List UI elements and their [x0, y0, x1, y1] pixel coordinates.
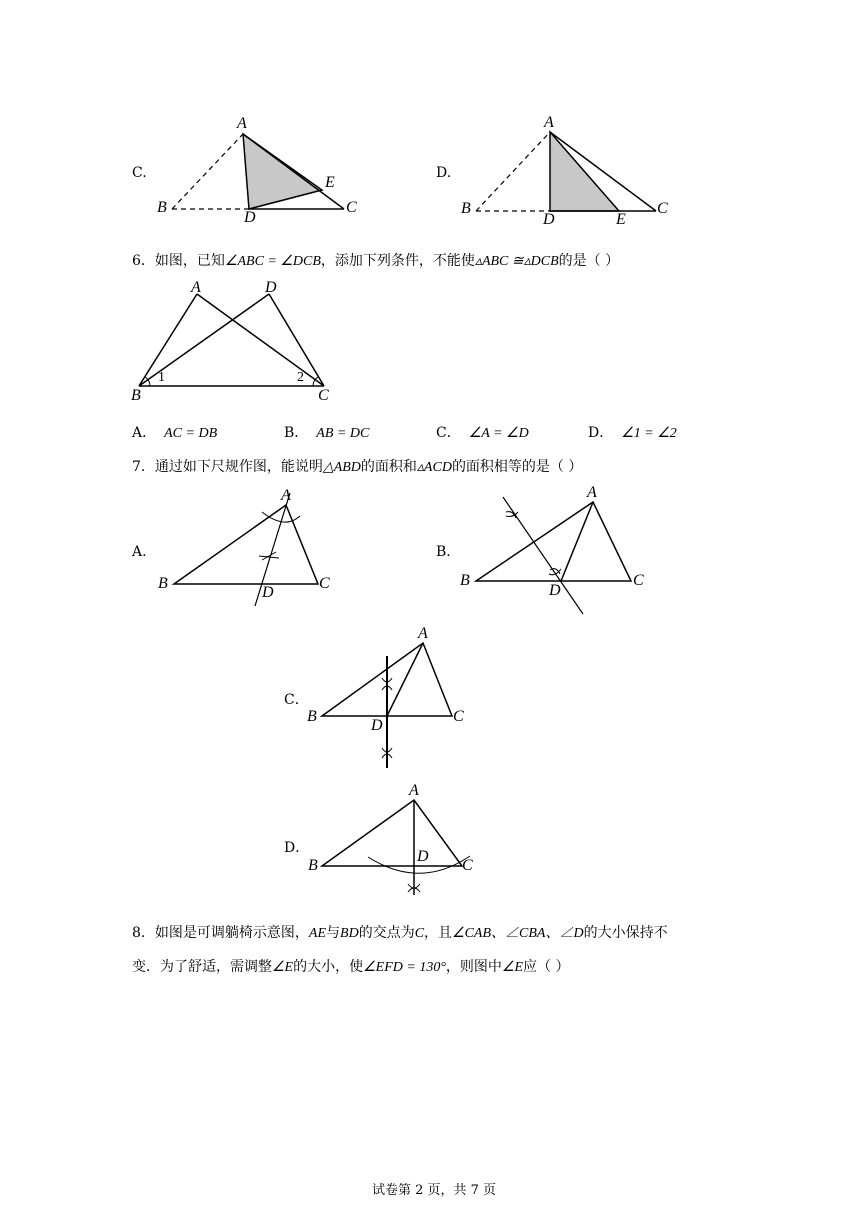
q7-triangle-acd: ▵ACD	[416, 460, 452, 475]
q8-angle-e: ∠E	[272, 960, 294, 975]
q8-text-1d: 的大小保持不	[583, 925, 668, 941]
q6-label-b: B	[131, 387, 141, 404]
q5c-label-c: C	[346, 199, 357, 216]
q5d-label-a: A	[544, 114, 554, 131]
q7d-label-c: C	[462, 857, 473, 874]
q5c-label-a: A	[237, 115, 247, 132]
q7d-label-b: B	[308, 857, 318, 874]
q8-angle-e2: ∠E	[501, 960, 524, 975]
q7c-label-c: C	[453, 708, 464, 725]
q7-option-d-label: D．	[284, 840, 310, 856]
q6-option-d-label: D．	[588, 425, 614, 441]
q7a-figure	[174, 493, 318, 606]
q7a-label-b: B	[158, 575, 168, 592]
q7b-label-a: A	[587, 484, 597, 501]
q5c-label-b: B	[157, 199, 167, 216]
q5d-label-e: E	[616, 211, 626, 228]
q6-label-d: D	[265, 279, 277, 296]
q5c-label-e: E	[325, 174, 335, 191]
q6-angle-2-label: 2	[297, 370, 304, 385]
q5d-label-c: C	[657, 200, 668, 217]
q7-option-b-label: B．	[436, 544, 461, 560]
q7-number: 7．	[132, 459, 155, 475]
q6-label-c: C	[318, 387, 329, 404]
q8-text-1a: 如图是可调躺椅示意图，	[154, 925, 309, 941]
q7a-label-a: A	[281, 487, 291, 504]
q8-angles: ∠CAB、∠CBA、∠D	[452, 926, 584, 941]
q6-text-b: ，添加下列条件，不能使	[320, 253, 475, 269]
q7b-label-d: D	[549, 582, 561, 599]
q8-efd: ∠EFD = 130°	[363, 960, 446, 975]
q6-text-a: 如图，已知	[154, 253, 225, 269]
q8-line-1	[132, 922, 668, 942]
q7d-label-d: D	[417, 848, 429, 865]
q8-bd: BD	[340, 926, 359, 941]
q6-option-b-label: B．	[284, 425, 309, 441]
q7c-label-a: A	[418, 625, 428, 642]
q5-option-c-label: C.	[132, 165, 147, 181]
q8-line-2	[132, 956, 569, 976]
q7d-figure	[322, 800, 470, 895]
q7c-figure	[322, 643, 452, 768]
q8-yu: 与	[326, 925, 341, 941]
page-footer: 试卷第 2 页，共 7 页	[371, 1183, 497, 1198]
q5d-label-d: D	[543, 211, 555, 228]
q6-number: 6．	[132, 253, 155, 269]
q6-label-a: A	[191, 279, 201, 296]
q7-triangle-abd: △ABD	[322, 460, 361, 475]
q8-text-2c: ，则图中	[445, 959, 502, 975]
q7c-label-b: B	[307, 708, 317, 725]
q8-text-2b: 的大小，使	[293, 959, 364, 975]
q5d-label-b: B	[461, 200, 471, 217]
q6-option-c-label: C．	[436, 425, 461, 441]
q6-option-b-text: AB = DC	[316, 426, 370, 441]
q6-option-c-text: ∠A = ∠D	[468, 426, 529, 441]
q7c-label-d: D	[371, 717, 383, 734]
q8-ae: AE	[308, 926, 327, 941]
q7d-label-a: A	[409, 782, 419, 799]
q7-text-c: 的面积相等的是（ ）	[451, 459, 583, 475]
q7a-label-d: D	[262, 584, 274, 601]
q8-c: C	[414, 926, 425, 941]
q7-option-a-label: A．	[132, 544, 157, 560]
q6-text-c: 的是（ ）	[558, 253, 620, 269]
q6-angle-1-label: 1	[158, 370, 165, 385]
q6-option-d-text: ∠1 = ∠2	[621, 426, 677, 441]
q8-number: 8．	[132, 925, 155, 941]
q5-option-d-label: D.	[436, 165, 452, 181]
q8-text-2d: 应（ ）	[523, 959, 570, 975]
q6-condition: ∠ABC = ∠DCB	[224, 254, 321, 269]
q7-option-c-label: C．	[284, 692, 309, 708]
q5c-label-d: D	[244, 209, 256, 226]
q7-text-a: 通过如下尺规作图，能说明	[154, 459, 323, 475]
q6-option-a-text: AC = DB	[164, 426, 218, 441]
q7b-label-b: B	[460, 572, 470, 589]
q6-congruence: ▵ABC ≅▵DCB	[474, 254, 559, 269]
q7b-label-c: C	[633, 572, 644, 589]
q8-text-1c: ，且	[424, 925, 453, 941]
q7a-label-c: C	[319, 575, 330, 592]
q8-text-1b: 的交点为	[358, 925, 415, 941]
q8-text-2a: 变．为了舒适，需调整	[132, 959, 272, 975]
q6-option-a-label: A．	[132, 425, 157, 441]
q7-text-b: 的面积和	[360, 459, 417, 475]
